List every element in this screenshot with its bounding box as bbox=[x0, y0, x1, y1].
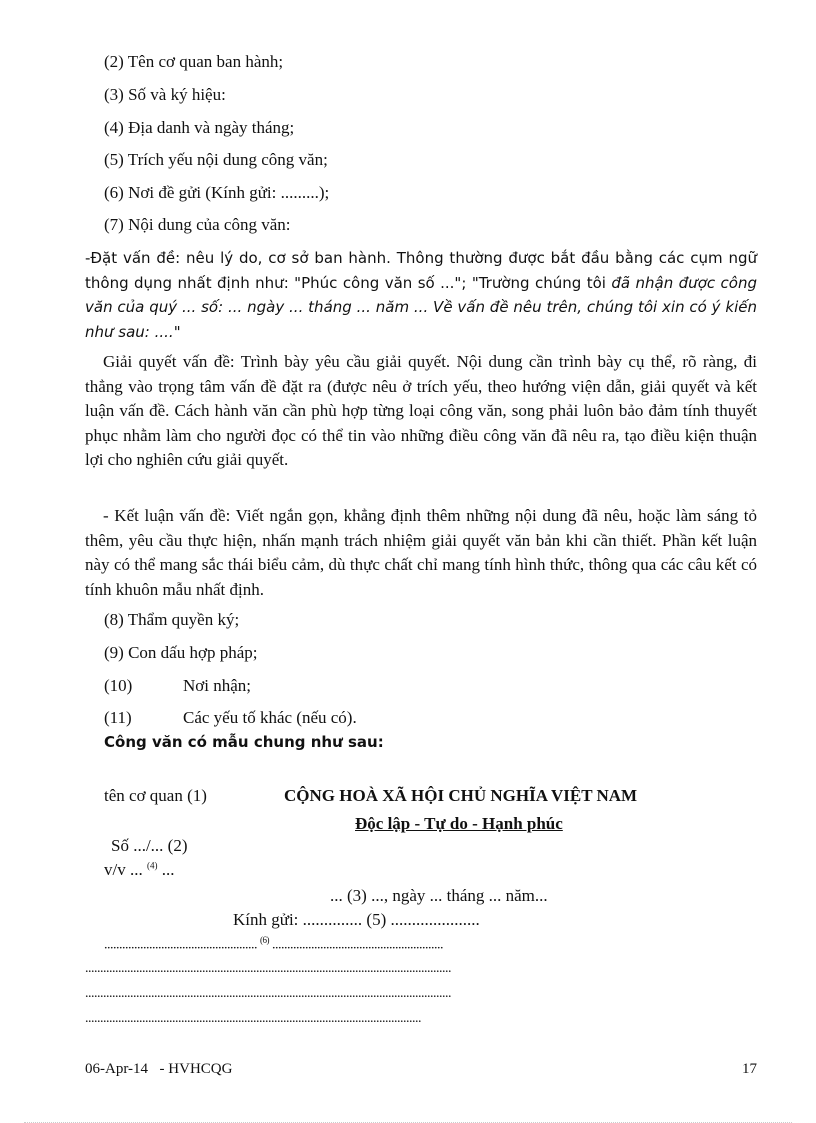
list-item-number: (9) bbox=[104, 643, 124, 662]
template-body-line: .......................................................................................................................... bbox=[85, 986, 451, 1001]
list-item-text: Các yếu tố khác (nếu có). bbox=[183, 708, 357, 727]
list-item-number: (10) bbox=[104, 676, 133, 695]
template-agency: tên cơ quan (1) bbox=[104, 786, 207, 805]
template-body-ref: (6) bbox=[260, 935, 269, 945]
list-item-number: (2) bbox=[104, 52, 124, 71]
list-item bbox=[104, 708, 132, 728]
list-item bbox=[104, 52, 283, 72]
list-item-number: (5) bbox=[104, 150, 124, 169]
paragraph-conclusion-text: - Kết luận vấn đề: Viết ngắn gọn, khẳng định thêm những nội dung đã nêu, hoặc làm sáng tỏ thêm, yêu cầu thực hiện, nhấn mạnh trách nhiệm giải quyết văn bản khi cần thiết. Phần kết luận này có thể mang sắc thái biểu cảm, dù thực chất chỉ mang tính hình thức, thông qua các câu kết có tính khuôn mẫu nhất định. bbox=[85, 506, 757, 599]
template-body-line: .......................................................................................................................... bbox=[85, 961, 451, 976]
list-item bbox=[104, 150, 328, 170]
list-item-text: Nội dung của công văn: bbox=[128, 215, 291, 234]
list-item-text: Thẩm quyền ký; bbox=[127, 610, 240, 629]
footer-org: - HVHCQG bbox=[159, 1061, 233, 1077]
list-item-text: Trích yếu nội dung công văn; bbox=[127, 150, 328, 169]
list-item bbox=[104, 676, 132, 696]
paragraph-intro-italic: đã nhận được công văn của quý ... số: ... ngày ... tháng ... năm ... Về vấn đề nêu trên, chúng tôi xin có ý kiến như sau: ...." bbox=[85, 273, 758, 341]
template-body-left: ................................................... bbox=[104, 937, 260, 953]
template-subject bbox=[104, 860, 174, 880]
list-item-number: (11) bbox=[104, 708, 132, 727]
list-item-number: (8) bbox=[104, 610, 124, 629]
list-item-number: (3) bbox=[104, 85, 124, 104]
paragraph-intro bbox=[85, 246, 757, 344]
template-place-date: ... (3) ..., ngày ... tháng ... năm... bbox=[330, 886, 548, 905]
list-item-text: Nơi đề gửi (Kính gửi: .........); bbox=[128, 183, 330, 202]
list-item-number: (7) bbox=[104, 215, 124, 234]
template-motto: Độc lập - Tự do - Hạnh phúc bbox=[355, 814, 563, 833]
list-item bbox=[104, 183, 329, 203]
footer-left bbox=[85, 1061, 232, 1078]
paragraph-intro-text: -Đặt vấn đề: nêu lý do, cơ sở ban hành. Thông thường được bắt đầu bằng các cụm ngữ thông dụng nhất định như: "Phúc công văn số ..."; "Trường chúng tôi bbox=[85, 249, 757, 292]
list-item-text: Nơi nhận; bbox=[183, 676, 252, 695]
list-item bbox=[104, 215, 290, 235]
template-subject-prefix: v/v ... bbox=[104, 860, 143, 879]
list-item-number: (6) bbox=[104, 183, 124, 202]
template-subject-ref: (4) bbox=[146, 860, 158, 871]
template-body-line bbox=[104, 935, 697, 954]
template-recipient: Kính gửi: .............. (5) ..................... bbox=[233, 910, 480, 929]
list-item-text: Số và ký hiệu: bbox=[128, 85, 226, 104]
footer-date: 06-Apr-14 bbox=[85, 1061, 149, 1077]
template-number: Số .../... (2) bbox=[111, 836, 188, 855]
template-body-line: ................................................................................................................ bbox=[85, 1011, 421, 1026]
list-item bbox=[104, 610, 239, 630]
list-item-number: (4) bbox=[104, 118, 124, 137]
template-subject-suffix: ... bbox=[161, 860, 175, 879]
list-item bbox=[104, 85, 226, 105]
paragraph-resolve-text: Giải quyết vấn đề: Trình bày yêu cầu giải quyết. Nội dung cần trình bày cụ thể, rõ ràng, đi thẳng vào trọng tâm vấn đề đặt ra (được nêu ở trích yếu, theo hướng viện dẫn, giải quyết và kết luận vấn đề. Cách hành văn cần phù hợp từng loại công văn, song phải luôn bảo đảm tính thuyết phục nhằm làm cho người đọc có thể tin vào những điều công văn đã nêu ra, tạo điều kiện thuận lợi cho nghiên cứu giải quyết. bbox=[85, 352, 757, 469]
template-heading: Công văn có mẫu chung như sau: bbox=[104, 733, 384, 751]
list-item-text: Tên cơ quan ban hành; bbox=[127, 52, 284, 71]
template-body-right: ......................................................... bbox=[269, 937, 443, 953]
list-item-text: Địa danh và ngày tháng; bbox=[128, 118, 295, 137]
page-number: 17 bbox=[742, 1061, 757, 1077]
list-item bbox=[104, 643, 257, 663]
list-item-text: Con dấu hợp pháp; bbox=[128, 643, 258, 662]
paragraph-conclusion bbox=[85, 504, 757, 602]
paragraph-resolve bbox=[85, 350, 757, 473]
list-item bbox=[104, 118, 294, 138]
template-country: CỘNG HOÀ XÃ HỘI CHỦ NGHĨA VIỆT NAM bbox=[284, 786, 638, 805]
